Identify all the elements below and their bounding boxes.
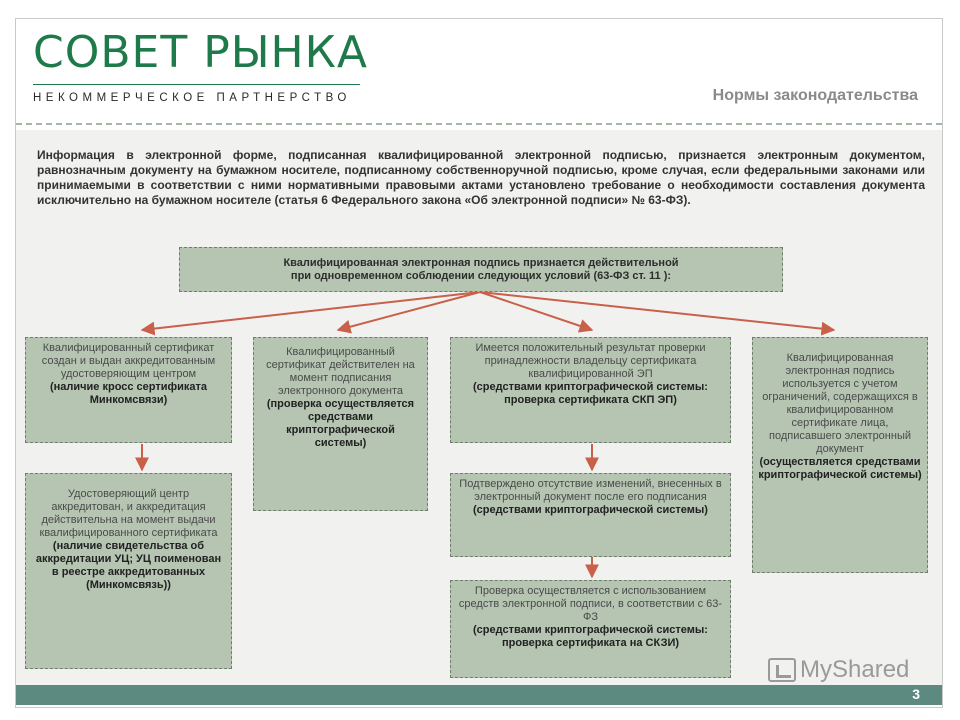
section-title: Нормы законодательства [712,87,918,104]
box-bold-text: (средствами криптографической системы: проверка сертификата СКП ЭП) [473,381,708,406]
box-bold-text: (проверка осуществляется средствами криптографической системы) [266,398,415,449]
box-text: Проверка осуществляется с использованием средств электронной подписи, в соответствии с 63-ФЗ [458,585,723,623]
logo-title: СОВЕТ РЫНКА [33,27,368,78]
watermark-text: MyShared [800,656,910,683]
box-text: Имеется положительный результат проверки принадлежности владельцу сертификата квалифицированной ЭП [475,342,706,380]
logo-subtitle: НЕКОММЕРЧЕСКОЕ ПАРТНЕРСТВО [33,92,351,104]
condition-ownership-verified [450,337,731,443]
box-text: Квалифицированная электронная подпись используется с учетом ограничений, содержащихся в квалифицированном сертификате лица, подписавшего электронный документ [762,352,918,455]
condition-ca-accredited [25,473,232,669]
condition-usage-restrictions [752,337,928,573]
logo-underline [33,84,360,85]
presentation-icon [768,658,796,682]
box-text: Удостоверяющий центр аккредитован, и аккредитация действительна на момент выдачи квалифицированного сертификата [39,488,218,539]
condition-signature-tools [450,580,731,678]
header-separator [16,123,942,125]
footer-bar [16,685,942,705]
box-bold-text: (наличие свидетельства об аккредитации УЦ; УЦ поименован в реестре аккредитованных (Минкомсвязь)) [35,540,222,591]
root-condition-box [179,247,783,292]
box-bold-text: (средствами криптографической системы: проверка сертификата на СКЗИ) [473,624,708,649]
box-text: Квалифицированный сертификат действителен на момент подписания электронного документа [266,346,415,397]
box-bold-text: (средствами криптографической системы) [473,504,708,516]
condition-certificate-issued [25,337,232,443]
condition-no-changes [450,473,731,557]
watermark [768,656,909,684]
root-line-1: Квалифицированная электронная подпись признается действительной [283,256,679,269]
page-number: 3 [912,686,920,702]
box-text: Квалифицированный сертификат создан и выдан аккредитованным удостоверяющим центром [41,342,216,380]
condition-certificate-valid [253,337,428,511]
box-bold-text: (осуществляется средствами криптографической системы) [758,456,922,481]
root-line-2: при одновременном соблюдении следующих условий (63-ФЗ ст. 11 ): [290,269,672,282]
box-text: Подтверждено отсутствие изменений, внесенных в электронный документ после его подписания [459,478,722,503]
box-bold-text: (наличие кросс сертификата Минкомсвязи) [49,381,208,406]
intro-paragraph: Информация в электронной форме, подписанная квалифицированной электронной подписью, признается электронным документом, равнозначным документу на бумажном носителе, подписанному собственноручной подписью, кроме случая, если федеральными законами или принимаемыми в соответствии с ними нормативными правовыми актами установлено требование о необходимости составления документа исключительно на бумажном носителе (статья 6 Федерального закона «Об электронной подписи» № 63-ФЗ). [37,148,925,207]
